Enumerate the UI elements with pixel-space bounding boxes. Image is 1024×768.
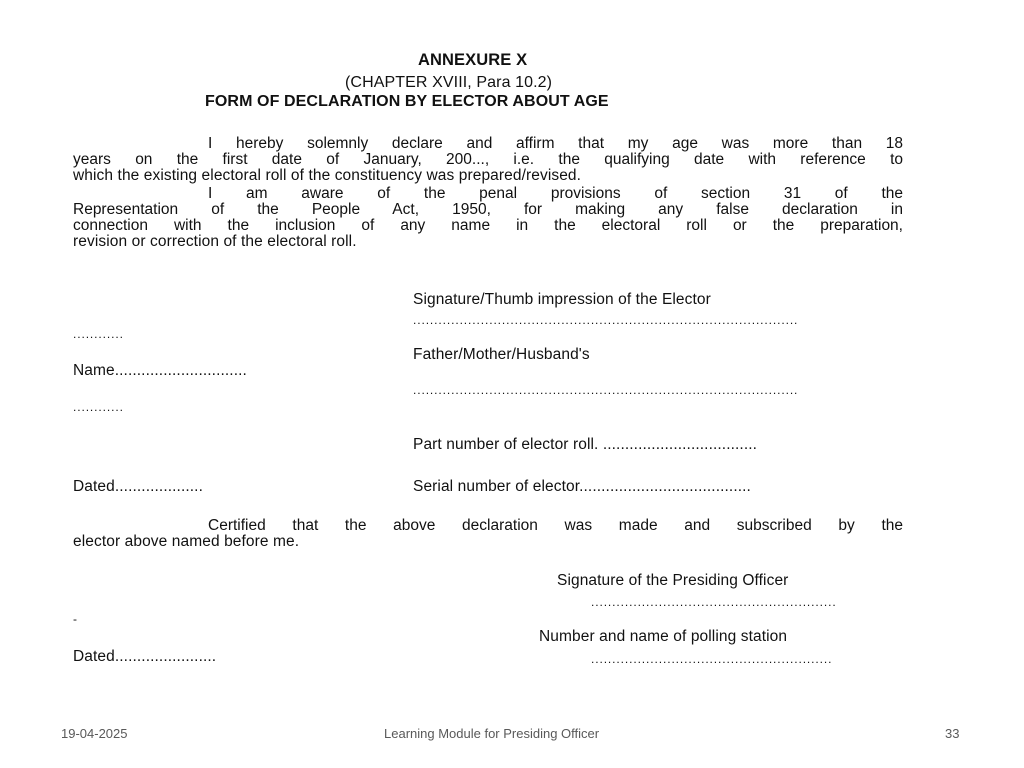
paragraph-2-line-4: revision or correction of the electoral roll. xyxy=(73,233,357,250)
paragraph-1-line-2: years on the first date of January, 200..., i.e. the qualifying date with reference to xyxy=(73,151,903,168)
dated-field-1: Dated.................... xyxy=(73,478,203,495)
paragraph-2-line-3: connection with the inclusion of any name in the electoral roll or the preparation, xyxy=(73,217,903,234)
polling-station-label: Number and name of polling station xyxy=(539,628,788,645)
serial-number-field: Serial number of elector....................................... xyxy=(413,478,751,495)
part-number-field: Part number of elector roll. ................................... xyxy=(413,436,758,453)
left-dots-2: ............ xyxy=(73,400,124,414)
form-title: FORM OF DECLARATION BY ELECTOR ABOUT AGE xyxy=(205,93,609,110)
dated-field-2: Dated....................... xyxy=(73,648,217,665)
presiding-officer-signature-line: .......................................................... xyxy=(591,595,837,609)
paragraph-2-line-1: I am aware of the penal provisions of section 31 of the xyxy=(208,185,903,202)
elector-signature-line: ........................................................................................... xyxy=(413,313,799,327)
footer-title: Learning Module for Presiding Officer xyxy=(384,726,600,741)
left-dots-1: ............ xyxy=(73,327,124,341)
relation-line: ........................................................................................... xyxy=(413,383,799,397)
presiding-officer-signature-label: Signature of the Presiding Officer xyxy=(557,572,789,589)
certification-line-2: elector above named before me. xyxy=(73,533,300,550)
elector-signature-label: Signature/Thumb impression of the Elector xyxy=(413,291,711,308)
page-number: 33 xyxy=(945,726,960,741)
annexure-title: ANNEXURE X xyxy=(418,51,528,69)
left-dash: - xyxy=(73,612,78,626)
paragraph-2-line-2: Representation of the People Act, 1950, for making any false declaration in xyxy=(73,201,903,218)
relation-label: Father/Mother/Husband's xyxy=(413,346,590,363)
chapter-reference: (CHAPTER XVIII, Para 10.2) xyxy=(345,74,553,91)
name-field-label: Name.............................. xyxy=(73,362,247,379)
paragraph-1-line-1: I hereby solemnly declare and affirm that my age was more than 18 xyxy=(208,135,903,152)
certification-line-1: Certified that the above declaration was made and subscribed by the xyxy=(208,517,903,534)
footer-date: 19-04-2025 xyxy=(61,726,128,741)
polling-station-line: ......................................................... xyxy=(591,652,833,666)
paragraph-1-line-3: which the existing electoral roll of the constituency was prepared/revised. xyxy=(73,167,582,184)
